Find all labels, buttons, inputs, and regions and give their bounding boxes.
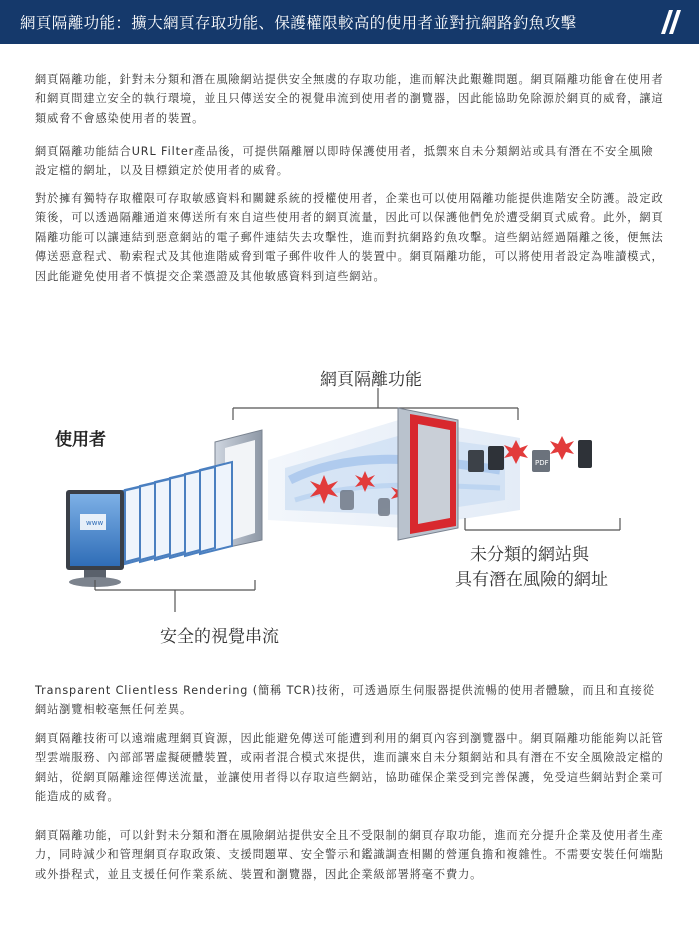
- pdf-tag: PDF: [535, 459, 549, 467]
- privileged-users-paragraph: 對於擁有獨特存取權限可存取敏感資料和關鍵系統的授權使用者，企業也可以使用隔離功能提供進階安全防護。設定政策後，可以透過隔離通道來傳送所有來自這些使用者的網頁流量，因此可以保護他們免於遭受網頁式威脅。此外，網頁隔離功能可以讓連結到惡意網站的電子郵件連結失去攻擊性，進而對抗網路釣魚攻擊。這些網站經過隔離之後，便無法傳送惡意程式、勒索程式及其他進階威脅到電子郵件收件人的裝置中。網頁隔離功能，可以將使用者設定為唯讀模式，因此能避免使用者不慎提交企業憑證及其他敏感資料到這些網站。: [35, 192, 664, 283]
- safe-stream-bracket: [95, 580, 255, 612]
- isolation-exit-frame: [398, 408, 458, 540]
- safe-stream-label: 安全的視覺串流: [160, 627, 279, 647]
- isolation-tunnel: [268, 418, 520, 528]
- page-header: [0, 0, 699, 44]
- tcr-paragraph: Transparent Clientless Rendering (簡稱 TCR)技術，可透過原生伺服器提供流暢的使用者體驗，而且和直接從網站瀏覽相較毫無任何差異。: [35, 684, 655, 717]
- page-title: 網頁隔離功能：擴大網頁存取功能、保護權限較高的使用者並對抗網路釣魚攻擊: [20, 14, 577, 32]
- risky-sites-label-line1: 未分類的網站與: [470, 545, 589, 565]
- isolation-label: 網頁隔離功能: [320, 370, 422, 390]
- url-filter-paragraph: 網頁隔離功能結合URL Filter產品後，可提供隔離層以即時保護使用者，抵禦來自未分類網站或具有潛在不安全風險設定檔的網址，以及目標鎖定於使用者的威脅。: [35, 145, 654, 178]
- risky-sites-label-line2: 具有潛在風險的網址: [455, 570, 608, 590]
- intro-paragraph: 網頁隔離功能，針對未分類和潛在風險網站提供安全無虞的存取功能，進而解決此艱難問題。網頁隔離功能會在使用者和網頁間建立安全的執行環境，並且只傳送安全的視覺串流到使用者的瀏覽器，因此能協助免除源於網頁的威脅，讓這類威脅不會感染使用者的裝置。: [35, 73, 664, 125]
- user-monitor-icon: [0, 490, 124, 587]
- isolation-bracket: [233, 388, 518, 420]
- productivity-paragraph: 網頁隔離功能，可以針對未分類和潛在風險網站提供安全且不受限制的網頁存取功能，進而充分提升企業及使用者生產力，同時減少和管理網頁存取政策、支援問題單、安全警示和鑑識調查相關的營運負擔和複雜性。不需要安裝任何端點或外掛程式，並且支援任何作業系統、裝置和瀏覽器，因此企業級部署將毫不費力。: [35, 829, 664, 881]
- isolation-diagram: [0, 350, 699, 670]
- remote-rendering-paragraph: 網頁隔離技術可以遠端處理網頁資源，因此能避免傳送可能遭到利用的網頁內容到瀏覽器中。網頁隔離功能能夠以託管型雲端服務、內部部署虛擬硬體裝置，或兩者混合模式來提供，進而讓來自未分類網站和具有潛在不安全風險設定檔的網站，從網頁隔離途徑傳送流量，並讓使用者得以存取這些網站，協助確保企業受到完善保護，免受這些網站對企業可能造成的威脅。: [35, 732, 664, 804]
- double-slash-logo-icon: [649, 4, 685, 40]
- screen-tag: www: [86, 519, 104, 527]
- risky-sites-bracket: [465, 518, 620, 530]
- user-label: 使用者: [55, 430, 106, 450]
